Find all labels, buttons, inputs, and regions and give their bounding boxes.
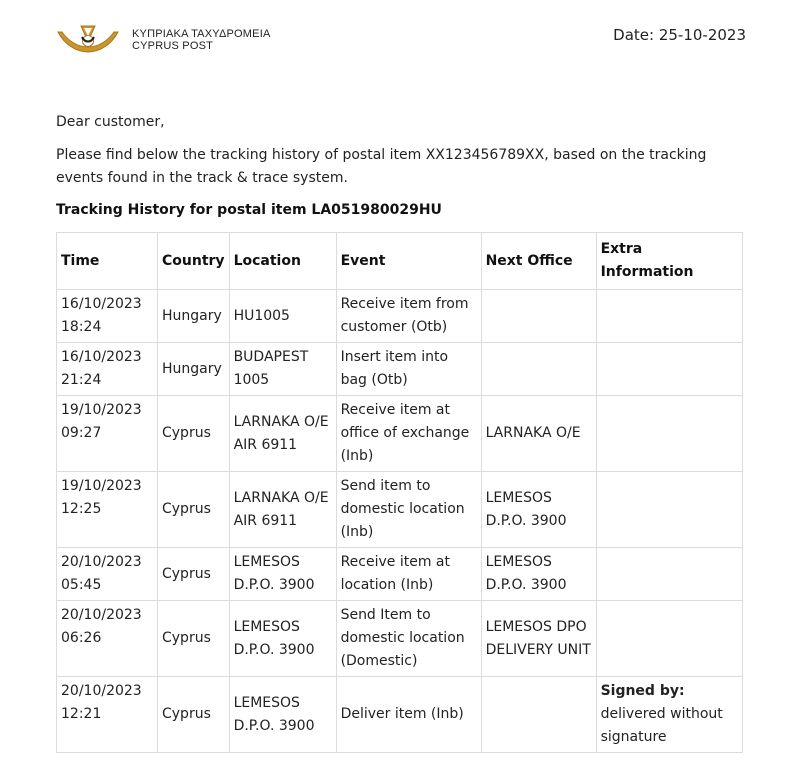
cell-time: 19/10/2023 09:27 [57,396,158,472]
cell-time: 20/10/2023 12:21 [57,677,158,753]
signed-by-label: Signed by: [600,683,685,699]
cell-event: Send Item to domestic location (Domestic) [336,601,481,677]
cell-next-office [481,343,596,396]
cell-time: 16/10/2023 18:24 [57,290,158,343]
document-date: Date: 25-10-2023 [613,26,746,44]
brand-greek: ΚΥΠΡΙΑΚΑ ΤΑΧΥΔΡΟΜΕΙΑ [132,28,271,40]
table-row [57,290,743,343]
cell-extra [596,396,742,472]
tracking-heading: Tracking History for postal item LA051980029HU [56,202,442,218]
table-row [57,343,743,396]
cell-next-office: LARNAKA O/E [481,396,596,472]
cell-next-office: LEMESOS DPO DELIVERY UNIT [481,601,596,677]
table-row [57,472,743,548]
cell-extra [596,548,742,601]
tracking-table [56,232,743,753]
cell-next-office: LEMESOS D.P.O. 3900 [481,472,596,548]
cell-extra [596,290,742,343]
column-header-extra-information: Extra Information [596,233,742,290]
table-header-row [57,233,743,290]
table-row [57,548,743,601]
cell-country: Cyprus [158,472,230,548]
cell-time: 20/10/2023 06:26 [57,601,158,677]
column-header-event: Event [336,233,481,290]
cell-location: HU1005 [229,290,336,343]
column-header-time: Time [57,233,158,290]
cell-time: 16/10/2023 21:24 [57,343,158,396]
cell-time: 19/10/2023 12:25 [57,472,158,548]
column-header-location: Location [229,233,336,290]
cell-extra [596,601,742,677]
cell-event: Receive item at office of exchange (Inb) [336,396,481,472]
cell-country: Hungary [158,290,230,343]
column-header-next-office: Next Office [481,233,596,290]
cell-time: 20/10/2023 05:45 [57,548,158,601]
cell-location: BUDAPEST 1005 [229,343,336,396]
cell-extra [596,472,742,548]
cell-country: Cyprus [158,601,230,677]
cell-event: Insert item into bag (Otb) [336,343,481,396]
brand-name [132,28,271,52]
cell-event: Deliver item (Inb) [336,677,481,753]
cell-event: Receive item at location (Inb) [336,548,481,601]
table-row [57,677,743,753]
cell-country: Cyprus [158,677,230,753]
posthorn-logo-icon [54,22,124,58]
cell-next-office [481,290,596,343]
cell-location: LEMESOS D.P.O. 3900 [229,601,336,677]
cell-extra [596,677,742,753]
signature-note: delivered without signature [600,706,723,745]
cell-country: Cyprus [158,396,230,472]
cell-next-office [481,677,596,753]
cell-event: Receive item from customer (Otb) [336,290,481,343]
intro-paragraph: Please find below the tracking history of postal item XX123456789XX, based on the tracking events found in the track & trace system. [56,147,707,186]
cell-location: LARNAKA O/E AIR 6911 [229,472,336,548]
cell-event: Send item to domestic location (Inb) [336,472,481,548]
column-header-country: Country [158,233,230,290]
cell-location: LEMESOS D.P.O. 3900 [229,677,336,753]
greeting: Dear customer, [56,114,165,130]
cell-extra [596,343,742,396]
cell-location: LARNAKA O/E AIR 6911 [229,396,336,472]
cell-country: Cyprus [158,548,230,601]
table-row [57,396,743,472]
cell-location: LEMESOS D.P.O. 3900 [229,548,336,601]
table-row [57,601,743,677]
brand-english: CYPRUS POST [132,40,214,52]
cell-country: Hungary [158,343,230,396]
cell-next-office: LEMESOS D.P.O. 3900 [481,548,596,601]
page-header [54,22,746,62]
